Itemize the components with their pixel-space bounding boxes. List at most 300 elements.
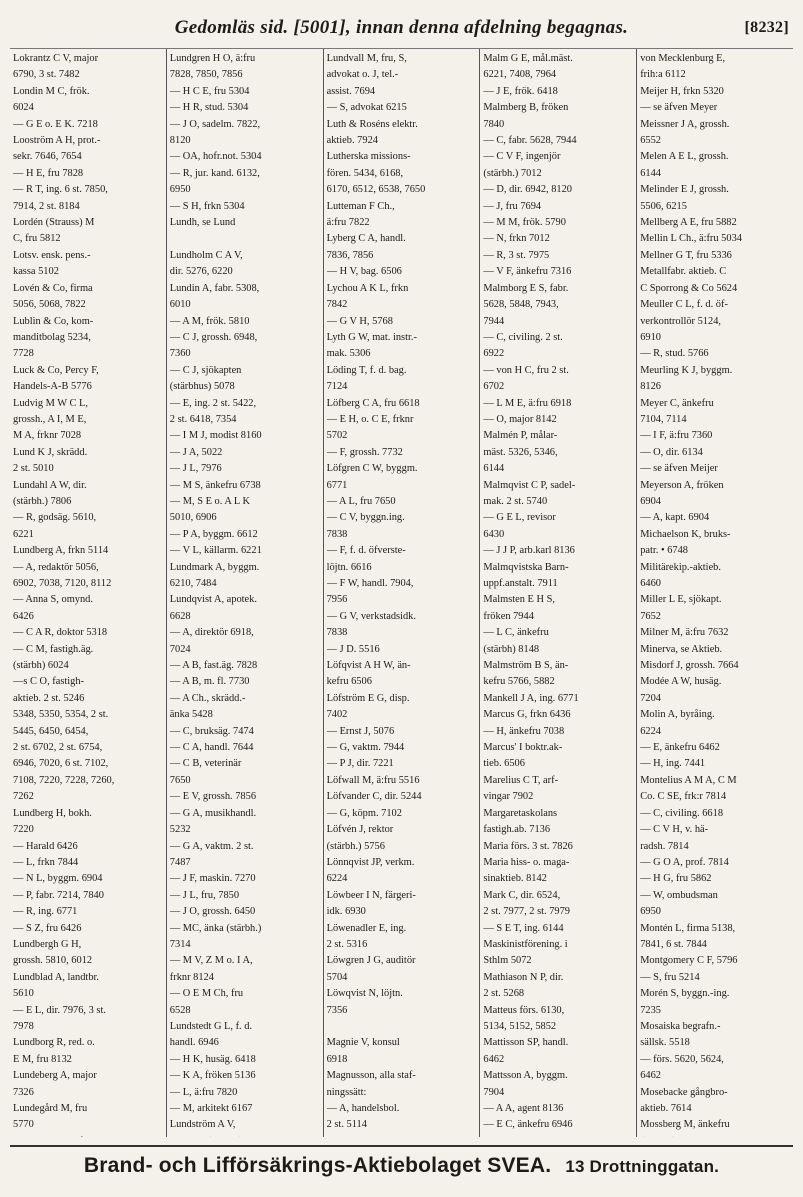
directory-entry: — C, civiling. 6618 [640,807,724,819]
directory-entry: Löfvander C, dir. 5244 [326,791,422,803]
directory-entry: Magnusson, alla staf- [326,1070,416,1082]
directory-entry: — G V H, 5768 [326,315,393,327]
directory-entry: 6144 [640,167,661,179]
directory-entry: 7402 [326,709,348,721]
directory-entry: 7836, 7856 [326,249,374,261]
directory-entry: Malmsten E H S, [483,594,555,606]
directory-entry [640,1134,790,1137]
directory-entry: Lutherska missions- [326,151,411,163]
directory-entry: 6430 [483,528,505,540]
directory-entry: — G V, verkstadsidk. [326,610,416,622]
directory-entry: 2 st. 7977, 2 st. 7979 [483,906,570,918]
directory-entry: 5134, 5152, 5852 [483,1020,557,1032]
directory-entry: grossh., A I, M E, [13,413,87,425]
directory-entry: manditbolag 5234, [13,331,91,343]
directory-entry: idk. 6930 [326,906,366,918]
directory-entry: Löfvén J, rektor [326,824,394,836]
directory-entry: Lychou A K L, frkn [326,282,409,294]
directory-entry: 7024 [169,643,191,655]
directory-entry: Meijer H, frkn 5320 [640,85,724,97]
directory-entry: Militärekip.-aktieb. [640,561,721,573]
directory-entry: — H, ing. 7441 [640,758,706,770]
directory-entry: Löwbeer I N, färgeri- [326,889,416,901]
directory-entry: Modée A W, husäg. [640,676,722,688]
directory-entry: 7914, 2 st. 8184 [13,200,80,212]
directory-entry: 7235 [640,1004,661,1016]
directory-entry: Mossberg M, änkefru [640,1119,730,1131]
directory-entry: — se äfven Meijer [640,463,718,475]
directory-entry: Maria hiss- o. maga- [483,856,570,868]
directory-entry: — G A, musikhandl. [169,807,257,819]
directory-entry: — C V H, v. hä- [640,824,709,836]
directory-entry: — A, redaktör 5056, [13,561,99,573]
directory-entry: Molin A, byråing. [640,709,715,721]
directory-entry: radsh. 7814 [640,840,689,852]
directory-entry: änka 5428 [169,709,213,721]
directory-entry: 6790, 3 st. 7482 [13,69,80,81]
directory-entry: 7326 [13,1086,34,1098]
page-number: [8232] [744,19,789,36]
directory-entry: 2 st. 5114 [326,1119,367,1131]
directory-entry: 6910 [640,331,661,343]
directory-entry: 7356 [326,1004,348,1016]
directory-entry: Misdorf J, grossh. 7664 [640,660,739,672]
directory-entry: Mellberg A E, fru 5882 [640,217,737,229]
directory-entry: Mosaiska begrafn.- [640,1020,721,1032]
directory-entry: — H, änkefru 7038 [483,725,565,737]
directory-entry: Lokrantz C V, major [13,53,99,64]
directory-entry: 6221, 7408, 7964 [483,69,557,81]
directory-entry: — V L, källarm. 6221 [169,545,262,557]
directory-entry: Co. C SE, frk:r 7814 [640,791,727,803]
page-header [10,14,793,42]
directory-entry: advokat o. J, tel.- [326,69,399,81]
directory-entry: 5506, 6215 [640,200,687,212]
directory-entry: 7220 [13,824,34,836]
directory-entry: — A, handelsbol. [326,1103,400,1114]
directory-entry: — H G, fru 5862 [640,873,712,885]
directory-entry: — H C E, fru 5304 [169,85,250,97]
directory-entry: Montgomery C F, 5796 [640,955,738,967]
directory-entry: — A M, frök. 5810 [169,315,250,327]
directory-entry: Mellner G T, fru 5336 [640,249,732,261]
directory-column [10,49,166,1137]
directory-entry: uppf.anstalt. 7911 [483,578,558,589]
directory-entry: 7842 [326,299,348,311]
directory-entry: Lundh, se Lund [169,217,236,229]
directory-entry: Morén S, byggn.-ing. [640,988,730,1000]
directory-entry: 6210, 7484 [169,578,217,589]
directory-entry: patr. • 6748 [640,545,688,557]
directory-entry: Mattisson SP, handl. [483,1037,569,1049]
directory-entry: — Harald 6426 [13,840,78,852]
directory-entry: — R, godsäg. 5610, [13,512,97,524]
directory-entry: Meuller C L, f. d. öf- [640,299,728,311]
directory-entry: grossh. 5810, 6012 [13,955,93,967]
directory-entry: Looström A H, prot.- [13,135,101,147]
directory-entry: Matteus förs. 6130, [483,1004,565,1016]
directory-entry: — S H, frkn 5304 [169,200,245,212]
directory-entry: 6950 [640,906,661,918]
directory-entry: vingar 7902 [483,791,534,803]
directory-entry: 5704 [326,971,348,983]
directory-entry: — V F, änkefru 7316 [483,266,572,278]
directory-entry: 6024 [13,102,34,114]
directory-entry: 6552 [640,135,661,147]
directory-entry: Marcus G, frkn 6436 [483,709,571,721]
directory-entry: Metallfabr. aktieb. C [640,266,727,278]
directory-entry: sällsk. 5518 [640,1037,690,1049]
directory-entry: Margaretaskolans [483,807,558,819]
directory-entry: — L, frkn 7844 [13,856,79,868]
directory-entry: — J D. 5516 [326,643,380,655]
directory-entry: — I F, ä:fru 7360 [640,430,713,442]
directory-entry: Miller L E, sjökapt. [640,594,722,606]
directory-entry: Mattsson A, byggm. [483,1070,568,1082]
directory-entry: 6946, 7020, 6 st. 7102, [13,758,109,770]
directory-entry: Milner M, ä:fru 7632 [640,627,729,639]
directory-entry: verkontrollör 5124, [640,315,721,327]
directory-entry: — S, advokat 6215 [326,102,407,114]
directory-entry: Lublin & Co, kom- [13,315,94,327]
footer-advert: Brand- och Lifförsäkrings-Aktiebolaget SVEA. [83,1154,552,1177]
directory-entry: Meyer C, änkefru [640,397,714,409]
directory-entry: — C J, grossh. 6948, [169,331,258,343]
directory-entry: — N L, byggm. 6904 [13,873,103,885]
directory-entry: dir. 5276, 6220 [169,266,233,278]
directory-entry: Lundstedt G L, f. d. [169,1020,253,1032]
directory-entry: Lundblad A, landtbr. [13,971,100,983]
directory-entry: — R, jur. kand. 6132, [169,167,260,179]
directory-entry: — J L, 7976 [169,463,222,475]
directory-entry: kefru 5766, 5882 [483,676,555,688]
directory-entry: Magnie V, konsul [326,1037,400,1049]
directory-entry: 7124 [326,381,348,393]
directory-entry: — R T, ing. 6 st. 7850, [13,184,108,196]
directory-entry: tieb. 6506 [483,758,525,770]
directory-entry: Lyberg C A, handl. [326,233,406,245]
directory-entry: — G E L, revisor [483,512,556,524]
directory-entry: 5770 [13,1119,34,1131]
directory-entry: — G O A, prof. 7814 [640,856,729,868]
directory-entry: Meurling K J, byggm. [640,364,733,376]
directory-entry: Londin M C, frök. [13,85,90,97]
directory-entry: — F W, handl. 7904, [326,578,414,589]
directory-entry: (stärbh.) 5756 [326,840,385,852]
directory-entry: 6426 [13,610,34,622]
directory-entry: aktieb. 7924 [326,135,378,147]
directory-entry: ä:fru 7822 [326,217,370,229]
directory-entry: — P J, dir. 7221 [326,758,394,770]
directory-entry: Malmborg E S, fabr. [483,282,569,294]
directory-entry: — J A, 5022 [169,446,223,458]
directory-entry: aktieb. 7614 [640,1103,692,1114]
directory-entry: 6170, 6512, 6538, 7650 [326,184,426,196]
directory-entry: Ludvig M W C L, [13,397,88,409]
directory-entry: — W, ombudsman [640,889,718,901]
directory-entry: Mathiason N P, dir. [483,971,564,983]
directory-entry: 7838 [326,627,348,639]
directory-entry: 6628 [169,610,191,622]
directory-entry: Meyerson A, fröken [640,479,724,491]
directory-entry: Löwenadler E, ing. [326,922,407,934]
directory-entry: 6950 [169,184,191,196]
directory-entry [13,1134,163,1137]
directory-entry: 7828, 7850, 7856 [169,69,243,81]
directory-entry: — I M J, modist 8160 [169,430,262,442]
directory-entry: 2 st. 5010 [13,463,54,475]
directory-columns [10,48,793,1137]
directory-entry: Malmqvistska Barn- [483,561,569,573]
directory-entry: — A, kapt. 6904 [640,512,710,524]
directory-entry: — A Ch., skrädd.- [169,692,246,704]
directory-entry: E M, fru 8132 [13,1053,72,1065]
directory-entry: — M S, änkefru 6738 [169,479,261,491]
directory-entry: 6224 [326,873,348,885]
directory-entry: fören. 5434, 6168, [326,167,404,179]
directory-entry: 5056, 5068, 7822 [13,299,86,311]
directory-entry: Lordén (Strauss) M [13,217,95,229]
directory-entry: — K A, fröken 5136 [169,1070,256,1082]
directory-entry: löjtn. 6616 [326,561,372,573]
directory-entry: — P, fabr. 7214, 7840 [13,889,104,901]
directory-entry: Marcus' I boktr.ak- [483,742,563,754]
directory-entry: 7108, 7220, 7228, 7260, [13,774,115,786]
directory-entry: — G A, vaktm. 2 st. [169,840,254,852]
directory-entry: — H R, stud. 5304 [169,102,249,114]
directory-entry: C, fru 5812 [13,233,61,245]
directory-entry: — A B, fast.äg. 7828 [169,660,258,672]
directory-entry: sekr. 7646, 7654 [13,151,82,163]
directory-entry: — M, S E o. A L K [169,495,250,507]
directory-entry: 5232 [169,824,191,836]
directory-entry: — S, fru 5214 [640,971,700,983]
directory-entry: 8120 [169,135,191,147]
directory-entry: — E H, o. C E, frknr [326,413,414,425]
directory-entry: Lutteman F Ch., [326,200,395,212]
directory-entry: — MC, änka (stärbh.) [169,922,262,934]
directory-entry: 6224 [640,725,661,737]
directory-entry: Lundborg R, red. o. [13,1037,95,1049]
directory-entry: — R, 3 st. 7975 [483,249,550,261]
directory-entry: 2 st. 6702, 2 st. 6754, [13,742,103,754]
directory-entry: — C V F, ingenjör [483,151,561,163]
directory-entry: Montén L, firma 5138, [640,922,736,934]
directory-entry [327,1019,477,1035]
directory-entry: — J F, maskin. 7270 [169,873,256,885]
directory-entry: Löfqvist A H W, än- [326,660,411,672]
directory-entry: — OA, hofr.not. 5304 [169,151,262,163]
directory-entry: kassa 5102 [13,266,59,278]
directory-entry: — C B, veterinär [169,758,242,770]
directory-entry: — O, dir. 6134 [640,446,703,458]
directory-entry: — J L, fru, 7850 [169,889,240,901]
directory-entry: 7104, 7114 [640,413,687,425]
directory-entry: Minerva, se Aktieb. [640,643,723,655]
directory-entry: frih:a 6112 [640,69,686,81]
directory-entry: 6462 [483,1053,505,1065]
directory-entry: Luth & Roséns elektr. [326,118,418,130]
directory-entry: Sthlm 5072 [483,955,532,967]
directory-entry: Lundberg H, bokh. [13,807,92,819]
header-title: Gedomläs sid. [5001], innan denna afdelning begagnas. [174,17,629,38]
directory-entry: 7652 [640,610,661,622]
directory-entry: — H V, bag. 6506 [326,266,402,278]
directory-entry: Michaelson K, bruks- [640,528,731,540]
directory-entry: Löwgren J G, auditör [326,955,416,967]
directory-entry: — H K, husäg. 6418 [169,1053,256,1065]
directory-entry: Maskinistförening. i [483,938,568,950]
directory-entry: von Mecklenburg E, [640,53,726,64]
directory-entry: Lönnqvist JP, verkm. [326,856,415,868]
directory-entry: (stärbh) 8148 [483,643,540,655]
directory-entry: ningssätt: [326,1086,367,1098]
directory-entry: — H E, fru 7828 [13,167,84,179]
directory-entry: (stärbh.) 7012 [483,167,542,179]
footer-address: 13 Drottninggatan. [565,1157,720,1176]
directory-entry: aktieb. 2 st. 5246 [13,692,85,704]
directory-entry: 7360 [169,348,191,360]
directory-entry: Lundberg A, frkn 5114 [13,545,109,557]
directory-column [479,49,636,1137]
directory-entry: 6918 [326,1053,348,1065]
directory-entry: 7838 [326,528,348,540]
directory-entry [170,231,320,247]
directory-entry: — O, major 8142 [483,413,557,425]
directory-entry: — förs. 5620, 5624, [640,1053,724,1065]
directory-entry: — C, bruksäg. 7474 [169,725,254,737]
directory-entry: Mellin L Ch., ä:fru 5034 [640,233,742,245]
directory-entry: 7650 [169,774,191,786]
directory-entry: — P A, byggm. 6612 [169,528,258,540]
directory-entry: — G E o. E K. 7218 [13,118,98,130]
directory-entry: fastigh.ab. 7136 [483,824,551,836]
directory-entry: — E, änkefru 6462 [640,742,720,754]
directory-entry: mäst. 5326, 5346, [483,446,558,458]
directory-entry: C Sporrong & Co 5624 [640,282,738,294]
directory-entry: — A B, m. fl. 7730 [169,676,250,688]
directory-entry: 6221 [13,528,34,540]
directory-entry: 2 st. 5316 [326,938,368,950]
directory-entry: Mosebacke gångbro- [640,1086,728,1098]
directory-column [166,49,323,1137]
directory-entry: — F, grossh. 7732 [326,446,403,458]
directory-entry: — R, stud. 5766 [640,348,709,360]
directory-entry: — R, ing. 6771 [13,906,78,918]
directory-entry: Meissner J A, grossh. [640,118,730,130]
directory-entry: Mark C, dir. 6524, [483,889,561,901]
directory-entry [327,1134,477,1137]
directory-entry: — E C, änkefru 6946 [483,1119,573,1131]
directory-entry: 7840 [483,118,505,130]
directory-entry: Lyth G W, mat. instr.- [326,331,417,343]
directory-entry: Luck & Co, Percy F, [13,364,99,376]
directory-entry: 7487 [169,856,191,868]
directory-entry: 7978 [13,1020,34,1032]
directory-entry: — J E, frök. 6418 [483,85,558,97]
directory-entry: — C A, handl. 7644 [169,742,254,754]
directory-entry: 5702 [326,430,348,442]
directory-entry: Melinder E J, grossh. [640,184,729,196]
directory-entry: 5010, 6906 [169,512,217,524]
directory-entry: Lundqvist A, apotek. [169,594,257,606]
directory-entry: Lundegård M, fru [13,1103,88,1114]
directory-entry: — L M E, ä:fru 6918 [483,397,572,409]
directory-entry: — M, arkitekt 6167 [169,1103,253,1114]
directory-entry: (stärbh.) 7806 [13,495,72,507]
directory-entry: Lovén & Co, firma [13,282,93,294]
directory-entry: 6528 [169,1004,191,1016]
directory-entry: 2 st. 5268 [483,988,525,1000]
directory-entry: — L C, änkefru [483,627,549,639]
directory-entry: 5445, 6450, 6454, [13,725,89,737]
directory-entry: — C A R, doktor 5318 [13,627,108,639]
directory-entry: Lundeberg A, major [13,1070,97,1082]
directory-entry: mak. 2 st. 5740 [483,495,548,507]
directory-entry: — C, fabr. 5628, 7944 [483,135,577,147]
directory-entry: fröken 7944 [483,610,534,622]
directory-entry: Malm G E, mål.mäst. [483,53,573,64]
directory-entry: Mankell J A, ing. 6771 [483,692,579,704]
directory-entry: — J O, grossh. 6450 [169,906,256,918]
directory-entry: 6904 [640,495,661,507]
directory-entry: 8126 [640,381,661,393]
directory-entry: handl. 6946 [169,1037,219,1049]
directory-entry: — se äfven Meyer [640,102,718,114]
directory-entry: — O E M Ch, fru [169,988,244,1000]
directory-entry: 7956 [326,594,348,606]
directory-entry: Lundmark A, byggm. [169,561,260,573]
directory-entry: — A A, agent 8136 [483,1103,564,1114]
directory-entry: assist. 7694 [326,85,376,97]
directory-entry: 7841, 6 st. 7844 [640,938,707,950]
directory-entry: Montelius A M A, C M [640,774,737,786]
directory-entry: — A, direktör 6918, [169,627,254,639]
directory-entry: Löwqvist N, löjtn. [326,988,403,1000]
directory-entry: Melen A E L, grossh. [640,151,729,163]
directory-entry: 7262 [13,791,34,803]
directory-entry: 7728 [13,348,34,360]
directory-entry: 6010 [169,299,191,311]
directory-entry: — D, dir. 6942, 8120 [483,184,572,196]
directory-entry [170,1134,320,1137]
directory-entry: 6902, 7038, 7120, 8112 [13,578,112,589]
directory-entry: Maria förs. 3 st. 7826 [483,840,573,852]
directory-entry: M A, frknr 7028 [13,430,82,442]
directory-entry: (stärbhus) 5078 [169,381,235,393]
directory-column [323,49,480,1137]
directory-entry: Löding T, f. d. bag. [326,364,407,376]
directory-entry: — N, frkn 7012 [483,233,550,245]
directory-entry: 6144 [483,463,505,475]
directory-entry: — J, fru 7694 [483,200,542,212]
directory-column [636,49,793,1137]
directory-entry: —s C O, fastigh- [13,676,84,688]
directory-entry: 6460 [640,578,661,589]
page-footer [10,1145,793,1182]
directory-entry: 6462 [640,1070,661,1082]
directory-entry: Handels-A-B 5776 [13,381,92,393]
directory-entry: Malmström B S, än- [483,660,569,672]
directory-entry: Lundström A V, [169,1119,236,1131]
directory-entry: — von H C, fru 2 st. [483,364,569,376]
directory-entry: Löfström E G, disp. [326,692,410,704]
directory-entry: — A L, fru 7650 [326,495,396,507]
directory-entry: Löfwall M, ä:fru 5516 [326,774,420,786]
directory-entry: — S Z, fru 6426 [13,922,82,934]
directory-entry: Löfberg C A, fru 6618 [326,397,420,409]
directory-entry: 5628, 5848, 7943, [483,299,559,311]
